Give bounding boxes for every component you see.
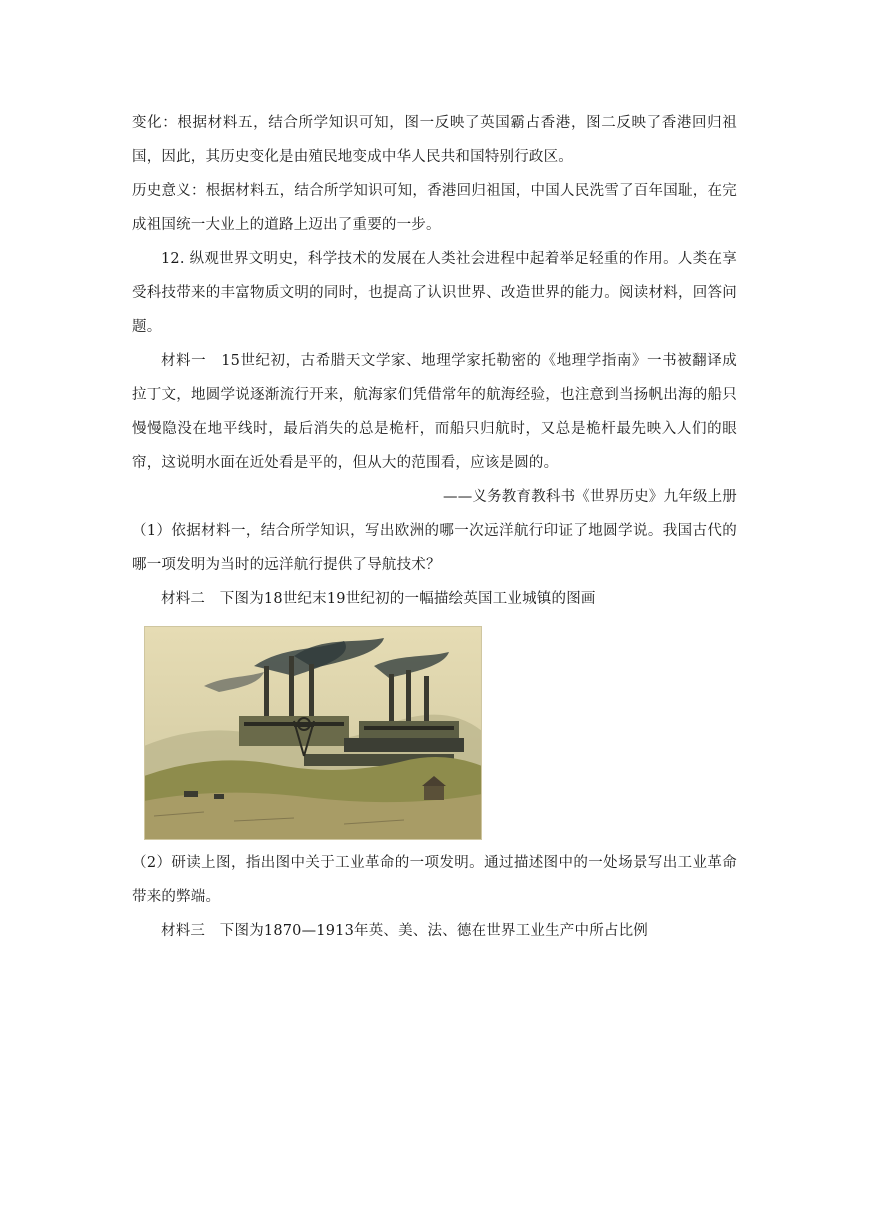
material-1: 材料一 15世纪初，古希腊天文学家、地理学家托勒密的《地理学指南》一书被翻译成拉丁文，地圆学说逐渐流行开来，航海家们凭借常年的航海经验，也注意到当扬帆出海的船只慢慢隐没在地平线时，最后消失的总是桅杆，而船只归航时，又总是桅杆最先映入人们的眼帘，这说明水面在近处看是平的，但从大的范围看，应该是圆的。 — [132, 353, 737, 471]
industrial-town-drawing — [144, 626, 482, 840]
question-2: （2）研读上图，指出图中关于工业革命的一项发明。通过描述图中的一处场景写出工业革命带来的弊端。 — [132, 855, 737, 905]
material-2: 材料二 下图为18世纪末19世纪初的一幅描绘英国工业城镇的图画 — [161, 591, 596, 607]
document-page — [132, 106, 737, 948]
answer-significance: 历史意义：根据材料五，结合所学知识可知，香港回归祖国，中国人民洗雪了百年国耻，在完成祖国统一大业上的道路上迈出了重要的一步。 — [132, 183, 737, 233]
question-12-intro: 12. 纵观世界文明史，科学技术的发展在人类社会进程中起着举足轻重的作用。人类在享受科技带来的丰富物质文明的同时，也提高了认识世界、改造世界的能力。阅读材料，回答问题。 — [132, 251, 737, 335]
industrial-town-illustration — [144, 626, 482, 840]
answer-change: 变化：根据材料五，结合所学知识可知，图一反映了英国霸占香港，图二反映了香港回归祖国，因此，其历史变化是由殖民地变成中华人民共和国特别行政区。 — [132, 115, 737, 165]
material-1-source: ——义务教育教科书《世界历史》九年级上册 — [443, 489, 737, 505]
question-1: （1）依据材料一，结合所学知识，写出欧洲的哪一次远洋航行印证了地圆学说。我国古代的哪一项发明为当时的远洋航行提供了导航技术？ — [132, 523, 737, 573]
material-3: 材料三 下图为1870—1913年英、美、法、德在世界工业生产中所占比例 — [161, 923, 649, 939]
